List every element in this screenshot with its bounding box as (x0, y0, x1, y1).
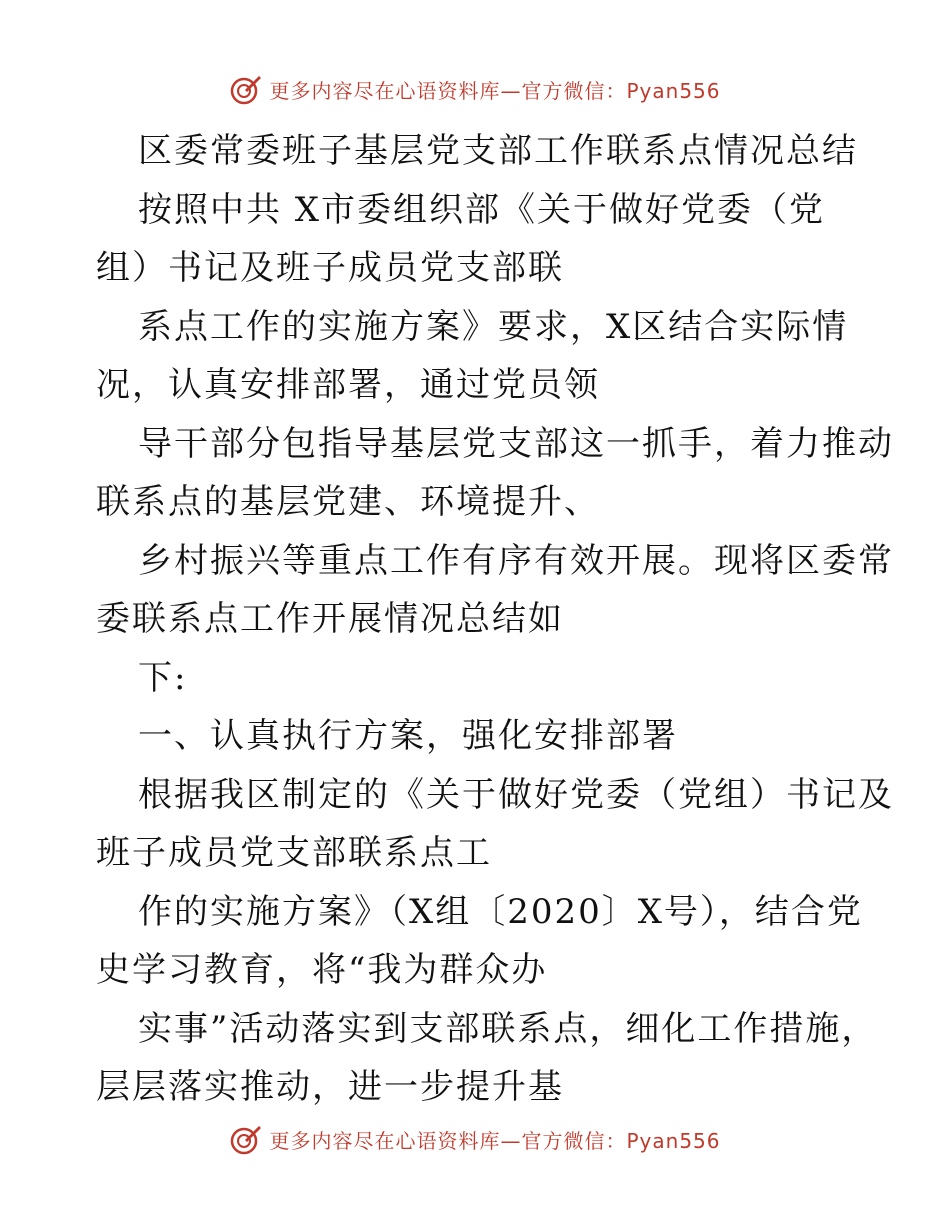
pen-seal-logo-icon (229, 1122, 263, 1156)
text-line: 实事”活动落实到支部联系点，细化工作措施， (138, 1008, 878, 1049)
document-body (96, 122, 894, 1117)
text-line: 况，认真安排部署，通过党员领 (96, 365, 600, 405)
text-line: 按照中共 X市委组织部《关于做好党委（党 (138, 189, 826, 230)
text-line: 一、认真执行方案，强化安排部署 (138, 716, 678, 756)
text-line: 组）书记及班子成员党支部联 (96, 248, 564, 288)
text-line: 委联系点工作开展情况总结如 (96, 599, 564, 639)
footer-watermark (0, 1122, 950, 1156)
text-line: 作的实施方案》（X组〔2020〕X号），结合党 (138, 891, 863, 932)
watermark-text: 更多内容尽在心语资料库—官方微信：Pyan556 (269, 78, 721, 103)
text-line: 根据我区制定的《关于做好党委（党组）书记及 (138, 774, 894, 815)
watermark-text: 更多内容尽在心语资料库—官方微信：Pyan556 (269, 1128, 721, 1153)
text-line: 史学习教育，将“我为群众办 (96, 950, 548, 990)
text-line: 乡村振兴等重点工作有序有效开展。现将区委常 (138, 540, 894, 581)
text-line: 系点工作的实施方案》要求，X区结合实际情 (138, 306, 849, 347)
text-line: 导干部分包指导基层党支部这一抓手，着力推动 (138, 423, 894, 464)
text-line: 联系点的基层党建、环境提升、 (96, 482, 600, 522)
text-line: 班子成员党支部联系点工 (96, 833, 492, 873)
header-watermark (0, 72, 950, 106)
text-line: 层层落实推动，进一步提升基 (96, 1067, 564, 1107)
pen-seal-logo-icon (229, 72, 263, 106)
text-line: 区委常委班子基层党支部工作联系点情况总结 (138, 131, 858, 171)
text-line: 下: (138, 657, 188, 698)
